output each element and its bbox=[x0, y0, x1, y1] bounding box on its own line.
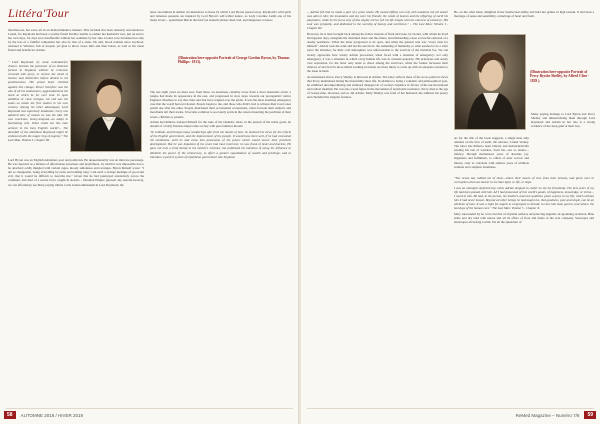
quote-paragraph: " Lord Raymond, by some unlooked-for chance, became the possessor of an immense fortune in England, whither he returned, crowned with glory, to receive the meed of honour and distinction before denied to his pennilessness. His proud heart rebelled against this change. Power therefore was the aim of all his endeavours; aggrandisement the mark at which he for ever shot. In open ambition or close intrigue, his end was the same—to attain the first station in his own country. Among his other advantages, Lord Raymond was supremely handsome; every one admired him; of women he was the idol. He was courteous, honey-tongued—an adept in fascinating arts. What could not this man achieve in the busy English world?... The downfall of the ambitious Raymond might be embraced with the magic ring of majesty." The Last Man, Volume I, Chapter III. bbox=[8, 60, 68, 142]
footer-divider bbox=[6, 408, 293, 409]
left-col2-top bbox=[150, 10, 291, 52]
page-number: 58 bbox=[4, 411, 16, 419]
left-col1-bottom bbox=[8, 158, 144, 396]
shelley-portrait-icon bbox=[455, 35, 526, 130]
paragraph: The last eight years no more now from there: an enormous calamity arose from a most detestable event: a plague had made its appearance in the east, and progressed in slow steps towards our protagonists' native England. Needless to say that cities and fear have reigned over the globe. It was the most alarming emergency case that the world had ever hosted. People began to die, and those who didn't, had to witness their loved ones perish one after the other. People abandoned their accustomed occupations, rulers forsook their subjects and merchants left their trades. It became common to see lonely sprits in the streets mourning the perdition of their lovers, children or parents. bbox=[150, 90, 291, 119]
byron-portrait-icon bbox=[71, 61, 142, 152]
left-footer bbox=[4, 411, 295, 419]
footer-divider bbox=[307, 408, 594, 409]
quote-paragraph: "The ocean has robbed me of them—stolen their hearts of love from their breasts, and given over to corruption what was dearer to me than light, or life, or hope. bbox=[454, 176, 594, 185]
paragraph: As for the title of the book suggests, a single man only remains on the face of earth, the narrator, Lionel Verney. The latter has hitherto been bitterly and melancholically relating his tale of wonders, from his—not so tender—infancy, through momentous years of absolute joy, happiness and fulfilment, to others of utter sorrow and misery, only to conclude with endless years of ultimate solitude and complete loneliness. bbox=[454, 136, 529, 169]
left-page bbox=[0, 0, 299, 424]
page-number: 59 bbox=[584, 411, 596, 419]
right-col1 bbox=[307, 10, 448, 396]
paragraph: He, on the other hand, delighted in her intellectual ability and held her genius in high esteem. It had been a marriage of sense and sensibility, a marriage of heart and flesh. bbox=[454, 10, 594, 19]
byron-caption: (Illustration here-opposite Portrait of George Gordon Byron, by Thomas Phillips- 1813). bbox=[178, 56, 290, 65]
paragraph: Mary surrounded by no voice but that of abysmal remorse and piercing anguish, an agonizing seclusion. Blue brine and dry land with nature and all its offers of flora and fauna as his sole company. Seascapes and landscapes all belong to him. Yet all the splendour of bbox=[454, 211, 594, 225]
paragraph: Adrian had hitherto isolated himself for the sake of his idealistic ideas, in the pursuit of his noble goals, he dreamt of a fairly flawless impeccable society with pure faultless morals: bbox=[150, 120, 291, 129]
quote-paragraph: ... Adrian felt that he made a part of a great whole. He owned affinity not only with mankind, but all nature was akin to him; the mountains and sky were his friends; the winds of heaven and the offspring of earth his playmates; while he the focus only of this mighty mirror, felt his life mingle with the universe of existence. His soul was sympathy, and dedicated to the worship of beauty and excellence." – The Last Man: Volume I - Chapter III. bbox=[307, 10, 448, 31]
paragraph: Lord Byron was an English nobleman, poet and politician. He unquestionably was an intricate personage. He was depicted as a mixture of affectionate sweetness and playfulness, by which it was impossible not to be attached; oddly mingled with variant rages, moody sullenness and revenges. Byron himself wrote: "I am so changeable, being everything by turns and nothing long. I am such a strange melange of good and evil, that it would be difficult to describe me." Given that he had journeyed extensively across the continent, and died of a severe fever caught in Aetolia – Ottoman Empire (present day Aetolia-Greece), we can effortlessly see Mary paying tribute to his ardent enthusiasm in Lord Raymond, the bbox=[8, 158, 144, 187]
paragraph: mischievous, but saves all in an indiscriminative manner. This incident has been remotely surrounded to Lionel, for Raymond had been a worthy friend Perdita; unable to endure her husband's loss, just an end to her own days, for days now insufferable without her soulmate by her side. Lionel, now burdened not only by the loss of a faithful companion but also by that of a sister, his only blood relation since boyhood, returned to Windsor, full of despair, yet glad to know sweet Idris and their babes, as well as his truest friend and benefactor Adrian. bbox=[8, 28, 144, 53]
paragraph: However, he is later brought back among his fellow mortals of flesh and bone, by Lionel, with whom he lived his happiest days, alongside his cherished sister and the others, notwithstanding a near sorrowful outbreak of a deadly pestilence. When the latter progressed to its apex, and when the general rule was "every man for himself," Adrian took the reins and led the survivors: the remaining of humanity, to what seemed to be a safer place the altitudes; for their cold atmosphere was unfavourable to the survival of the invisible foe. We can clearly appreciate how wisely Adrian proceeded, when faced with a situation of emergency: not only emergency, it was a situation in which every human life was in constant jeopardy. His principles and surely over separation, for the latter only leads to chaos among the survivors, while the former increases their chances of survival far more minds working in unison are more likely to come up with an adequate solution to the issue in hand. bbox=[307, 32, 448, 73]
quote-paragraph: I was an untaught shepherd-boy, when Adrian deigned to confer on me his friendship. The best years of my life had been passed with him. All I had possessed of this world's goods, of happiness, knowledge, or virtue—I owed to him. He had, in his person, his intellect, and rare qualities, given a glory to my life, which without him it had never known. Beyond all other beings he had taught me, that goodness, pure and single, can be an attribute of man. It was a sight for angels to congregate to behold, to view him lead, govern, and solace, the last days of the human race." The Last Man: Volume 5 - Chapter X. bbox=[454, 185, 594, 211]
magazine-section-title: Littéra'Tour bbox=[8, 6, 70, 20]
shelley-portrait-image bbox=[454, 34, 526, 130]
shelley-caption: (Illustration here-opposite Portrait of Percy Bysshe Shelley, by Alfred Clint - 1829 ). bbox=[530, 70, 589, 83]
byron-portrait-image bbox=[70, 60, 142, 152]
quote-paragraph: "In solitude, and through many wanderings afar from the haunts of men, he matured his views for the reform of the English government, and the improvement of the people. It would have been well, if he had concealed his sentiments, until he had come into possession of the power which would secure their practical development. But he was impatient of the years that must intervene; he was frank of heart and fearless. He gave not only a brief denial to his mother's schemes, but published his intention of using his influence to diminish the power of the aristocracy, to effect a greater equalization of wealth and privilege, and to introduce a perfect system of republican government into England. bbox=[150, 130, 291, 159]
paragraph: latter succumbed in similar circumstances to those by which Lord Byron passed away. Raymond's wild spirit and tameless passions are inspired by Lord Byron's self-willed nature, as Lady Caroline Lamb one of his many lovers – epitomized him in the brief yet staunch phrase: mad, bad, and dangerous to know. bbox=[150, 10, 291, 23]
issue-date: AUTOMNE 2018 / HIVER 2019 bbox=[20, 412, 84, 418]
right-col2-full bbox=[454, 136, 529, 176]
right-footer bbox=[305, 411, 596, 419]
right-page bbox=[301, 0, 600, 424]
title-underline bbox=[8, 21, 48, 22]
left-col1-lower bbox=[8, 60, 68, 158]
right-col2-main bbox=[454, 176, 594, 396]
paragraph: Many paying homage to Lord Byron and Percy Shelley and immortalizing them through Lord Raymond and Adrian in her tale is a strong evidence of her deep grief at their loss. bbox=[531, 112, 595, 129]
left-col2-body bbox=[150, 90, 291, 396]
right-col2-top bbox=[454, 10, 594, 30]
paragraph: As mentioned above, Percy Shelley is mirrored in Adrian. The latter reflects most of the socio-political views that Percy maintained during his mournfully short life. In addition to being a romantic and philosophical poet, he exhibited uncompromising and stubborn disapproval of society's injustice in favour of his unconventional and radical idealism. He was also a lead figure in the movement of nonviolent resistance. Percy died at the age of twenty-nine, drowned, and so did Adrian. Mary Shelley was fond of her husband; she admired his poetry and cherished his singular features. bbox=[307, 74, 448, 100]
magazine-issue: ReMed Magazine – Numéro 7/8 bbox=[515, 412, 580, 418]
